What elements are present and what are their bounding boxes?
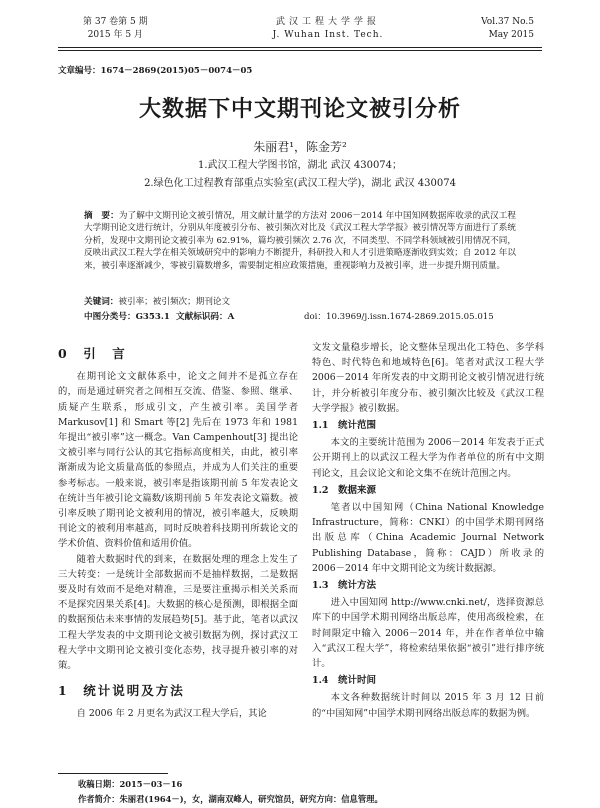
intro-paragraph-2: 随着大数据时代的到来，在数据处理的理念上发生了三大转变：一是统计全部数据而不是抽样数据，二是数据要及时有效而不是绝对精准，三是要注重揭示相关关系而不是探究因果关系[4]。大数据的核心是预测，即根据全面的数据预估未来事情的发展趋势[5]。基于此，笔者以武汉工程大学发表的中文期刊论文被引数据为例，探讨武汉工程大学中文期刊论文被引变化态势，找寻提升被引率的对策。 [58,553,298,672]
abstract [84,210,516,272]
subsection-1-1-text: 本文的主要统计范围为 2006－2014 年发表于正式公开期刊上的以武汉工程大学为作者单位的所有中文期刊论文，且会议论文和论文集不在统计范围之内。 [312,437,544,479]
subsection-1-3-heading: 1.3 统计方法 [312,580,377,592]
header-center [233,16,423,42]
subsection-1-1-heading: 1.1 统计范围 [312,420,377,432]
keywords [84,295,516,307]
header-left [83,16,148,42]
left-column [58,340,298,722]
doi: doi：10.3969/j.issn.1674-2869.2015.05.015 [304,312,494,322]
clc-number: 中图分类号：G353.1 [84,312,170,322]
header-date-cn: 2015 年 5 月 [87,30,143,40]
header-date-en: May 2015 [488,30,534,40]
subsection-1-3-text: 进入中国知网 http://www.cnki.net/，选择资源总库下的中国学术期刊网络出版总库，使用高级检索，在时间限定中输入 2006－2014 年，并在作者单位中输入“武汉工程大学”，将检索结果依据“被引”进行排序统计。 [312,597,544,670]
received-date: 收稿日期：2015－03－16 [78,779,183,789]
section-0-heading: 0 引 言 [58,346,127,361]
affiliation-1: 1.武汉工程大学图书馆，湖北 武汉 430074； [197,160,403,171]
header-rule-thick [58,47,542,48]
header-journal-en: J. Wuhan Inst. Tech. [272,30,384,40]
right-column [312,340,544,721]
abstract-text: 为了解中文期刊论文被引情况，用文献计量学的方法对 2006－2014 年中国知网数据库收录的武汉工程大学期刊论文进行统计，分别从年度被引分布、被引频次对比及《武汉工程大学学报》被引情况等方面进行了系统分析，发现中文期刊论文被引率为 62.91%，篇均被引频次 2.76 次，不同类型、不同学科领域被引用情况不同，反映出武汉工程大学在相关领域研究中的影响力不断提升，科研投入和人才引进策略逐渐收到实效；自 2012 年以来，被引率逐渐减少，零被引篇数增多，需要制定相应政策措施，重视影响力及被引率，进一步提升期刊质量。 [84,211,516,271]
section-1-heading: 1 统计说明及方法 [58,683,185,699]
header-volume-en: Vol.37 No.5 [481,17,534,27]
section-1-continued: 文发文量稳步增长，论文整体呈现出化工特色、多学科特色、时代特色和地域特色[6]。笔者对武汉工程大学 2006－2014 年所发表的中文期刊论文被引情况进行统计，并分析被引年度分布、被引频次比较及《武汉工程大学学报》被引数据。 [312,342,544,414]
article-number: 文章编号：1674－2869(2015)05－0074－05 [58,66,253,76]
section-1-first-line: 自 2006 年 2 月更名为武汉工程大学后，其论 [76,708,267,720]
header-journal-cn: 武汉工程大学学报 [275,17,380,27]
author-list: 朱丽君¹，陈金芳² [253,140,347,154]
keywords-label: 关键词： [84,297,119,307]
subsection-1-2-text: 笔者以中国知网（China National Knowledge Infrastructure，简称：CNKI）的中国学术期刊网络出版总库（China Academic Journal Network Publishing Database，简称：CAJD）所收录的 2006－2014 年中文期刊论文为统计数据源。 [312,502,544,574]
running-header [58,16,542,46]
abstract-label: 摘 要： [84,211,119,221]
document-code: 文献标识码：A [176,312,235,322]
header-volume: 第 37 卷第 5 期 [83,17,148,27]
keywords-text: 被引率；被引频次；期刊论文 [118,297,231,307]
footnote-rule [58,773,168,774]
paper-title: 大数据下中文期刊论文被引分析 [138,96,461,122]
subsection-1-2-heading: 1.2 数据来源 [312,484,377,496]
classification-line [84,310,516,322]
intro-paragraph-1: 在期刊论文文献体系中，论文之间并不是孤立存在的，而是通过研究者之间相互交流、借鉴、参照、继承、质疑产生联系，形成引文，产生被引率。美国学者 Markusov[1] 和 Smart 等[2] 先后在 1973 年和 1981 年提出“被引率”这一概念。Van Campenhout[3] 提出论文被引率与同行公认的其它指标高度相关，由此，被引率渐渐成为论文质量高低的参照点，并成为人们关注的重要参考标志。一般来说，被引率是指该期刊前 5 年发表论文在统计当年被引论文篇数/该期刊前 5 年发表论文篇数。被引率反映了期刊论文被利用的情况，被引率越大，反映期刊论文的被利用率越高，同时反映着科技期刊所载论文的学术价值、资料价值和适用价值。 [58,371,298,550]
affiliation-2: 2.绿色化工过程教育部重点实验室(武汉工程大学)，湖北 武汉 430074 [144,178,456,189]
subsection-1-4-heading: 1.4 统计时间 [312,675,377,687]
subsection-1-4-text: 本文各种数据统计时间以 2015 年 3 月 12 日前的“中国知网”中国学术期刊网络出版总库的数据为例。 [312,692,544,719]
author-bio: 作者简介：朱丽君(1964－)，女，湖南双峰人，研究馆员，研究方向：信息管理。 [78,794,383,804]
header-right [481,16,534,42]
header-rule-thin [58,50,542,51]
